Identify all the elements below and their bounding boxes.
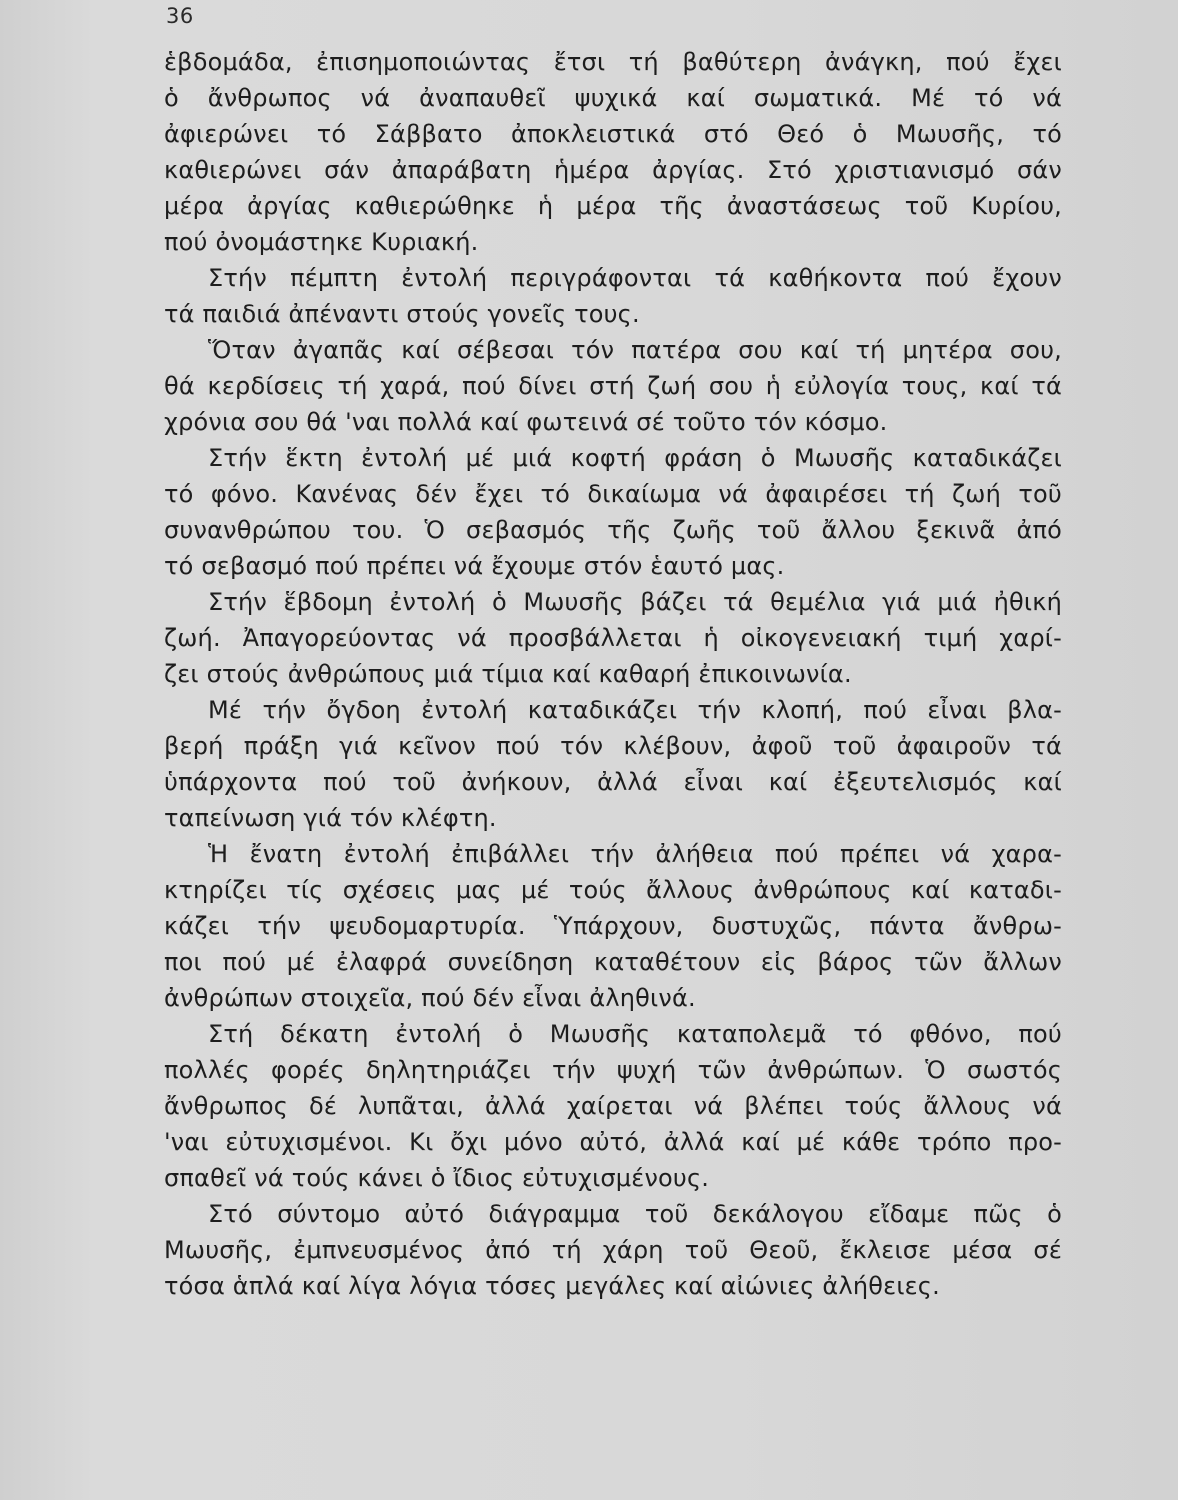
text-line: Στό σύντομο αὐτό διάγραμμα τοῦ δεκάλογου εἴδαμε πῶς ὁ bbox=[208, 1200, 1062, 1228]
text-line: ὁ ἄνθρωπος νά ἀναπαυθεῖ ψυχικά καί σωματικά. Μέ τό νά bbox=[164, 84, 1062, 112]
text-line: βερή πράξη γιά κεῖνον πού τόν κλέβουν, ἀφοῦ τοῦ ἀφαιροῦν τά bbox=[164, 732, 1062, 760]
text-line: ταπείνωση γιά τόν κλέφτη. bbox=[164, 804, 497, 832]
text-line: κάζει τήν ψευδομαρτυρία. Ὑπάρχουν, δυστυχῶς, πάντα ἄνθρω- bbox=[164, 912, 1062, 940]
text-line: Ἡ ἔνατη ἐντολή ἐπιβάλλει τήν ἀλήθεια πού πρέπει νά χαρα- bbox=[208, 840, 1062, 868]
text-line: Μωυσῆς, ἐμπνευσμένος ἀπό τή χάρη τοῦ Θεοῦ, ἔκλεισε μέσα σέ bbox=[164, 1236, 1062, 1264]
text-line: 'ναι εὐτυχισμένοι. Κι ὄχι μόνο αὐτό, ἀλλά καί μέ κάθε τρόπο προ- bbox=[164, 1128, 1062, 1156]
text-line: Στήν ἕκτη ἐντολή μέ μιά κοφτή φράση ὁ Μωυσῆς καταδικάζει bbox=[208, 444, 1062, 472]
text-line: τόσα ἁπλά καί λίγα λόγια τόσες μεγάλες καί αἰώνιες ἀλήθειες. bbox=[164, 1272, 940, 1300]
text-line: Στή δέκατη ἐντολή ὁ Μωυσῆς καταπολεμᾶ τό φθόνο, πού bbox=[208, 1020, 1062, 1048]
text-line: Μέ τήν ὄγδοη ἐντολή καταδικάζει τήν κλοπή, πού εἶναι βλα- bbox=[208, 696, 1062, 724]
text-line: τά παιδιά ἀπέναντι στούς γονεῖς τους. bbox=[164, 300, 640, 328]
text-line: θά κερδίσεις τή χαρά, πού δίνει στή ζωή σου ἡ εὐλογία τους, καί τά bbox=[164, 372, 1062, 400]
text-line: χρόνια σου θά 'ναι πολλά καί φωτεινά σέ τοῦτο τόν κόσμο. bbox=[164, 408, 888, 436]
text-line: συνανθρώπου του. Ὁ σεβασμός τῆς ζωῆς τοῦ ἄλλου ξεκινᾶ ἀπό bbox=[164, 516, 1062, 544]
text-line: πού ὀνομάστηκε Κυριακή. bbox=[164, 228, 479, 256]
text-line: ὑπάρχοντα πού τοῦ ἀνήκουν, ἀλλά εἶναι καί ἐξευτελισμός καί bbox=[164, 768, 1062, 796]
body-text bbox=[164, 44, 1062, 1304]
text-line: καθιερώνει σάν ἀπαράβατη ἡμέρα ἀργίας. Στό χριστιανισμό σάν bbox=[164, 156, 1062, 184]
text-line: ἀφιερώνει τό Σάββατο ἀποκλειστικά στό Θεό ὁ Μωυσῆς, τό bbox=[164, 120, 1062, 148]
text-line: ζωή. Ἀπαγορεύοντας νά προσβάλλεται ἡ οἰκογενειακή τιμή χαρί- bbox=[164, 624, 1062, 652]
text-line: Στήν ἕβδομη ἐντολή ὁ Μωυσῆς βάζει τά θεμέλια γιά μιά ἠθική bbox=[208, 588, 1062, 616]
text-line: Στήν πέμπτη ἐντολή περιγράφονται τά καθήκοντα πού ἔχουν bbox=[208, 264, 1062, 292]
text-line: ποι πού μέ ἐλαφρά συνείδηση καταθέτουν εἰς βάρος τῶν ἄλλων bbox=[164, 948, 1062, 976]
text-line: πολλές φορές δηλητηριάζει τήν ψυχή τῶν ἀνθρώπων. Ὁ σωστός bbox=[164, 1056, 1062, 1084]
text-line: ἑβδομάδα, ἐπισημοποιώντας ἔτσι τή βαθύτερη ἀνάγκη, πού ἔχει bbox=[164, 48, 1062, 76]
text-line: κτηρίζει τίς σχέσεις μας μέ τούς ἄλλους ἀνθρώπους καί καταδι- bbox=[164, 876, 1062, 904]
text-line: μέρα ἀργίας καθιερώθηκε ἡ μέρα τῆς ἀναστάσεως τοῦ Κυρίου, bbox=[164, 192, 1062, 220]
text-line: Ὅταν ἀγαπᾶς καί σέβεσαι τόν πατέρα σου καί τή μητέρα σου, bbox=[208, 336, 1062, 364]
text-line: ἀνθρώπων στοιχεῖα, πού δέν εἶναι ἀληθινά. bbox=[164, 984, 696, 1012]
text-line: ζει στούς ἀνθρώπους μιά τίμια καί καθαρή ἐπικοινωνία. bbox=[164, 660, 852, 688]
text-line: τό φόνο. Κανένας δέν ἔχει τό δικαίωμα νά ἀφαιρέσει τή ζωή τοῦ bbox=[164, 480, 1062, 508]
text-line: σπαθεῖ νά τούς κάνει ὁ ἴδιος εὐτυχισμένους. bbox=[164, 1164, 710, 1192]
page-number: 36 bbox=[166, 4, 194, 28]
text-line: ἄνθρωπος δέ λυπᾶται, ἀλλά χαίρεται νά βλέπει τούς ἄλλους νά bbox=[164, 1092, 1062, 1120]
text-line: τό σεβασμό πού πρέπει νά ἔχουμε στόν ἑαυτό μας. bbox=[164, 552, 785, 580]
